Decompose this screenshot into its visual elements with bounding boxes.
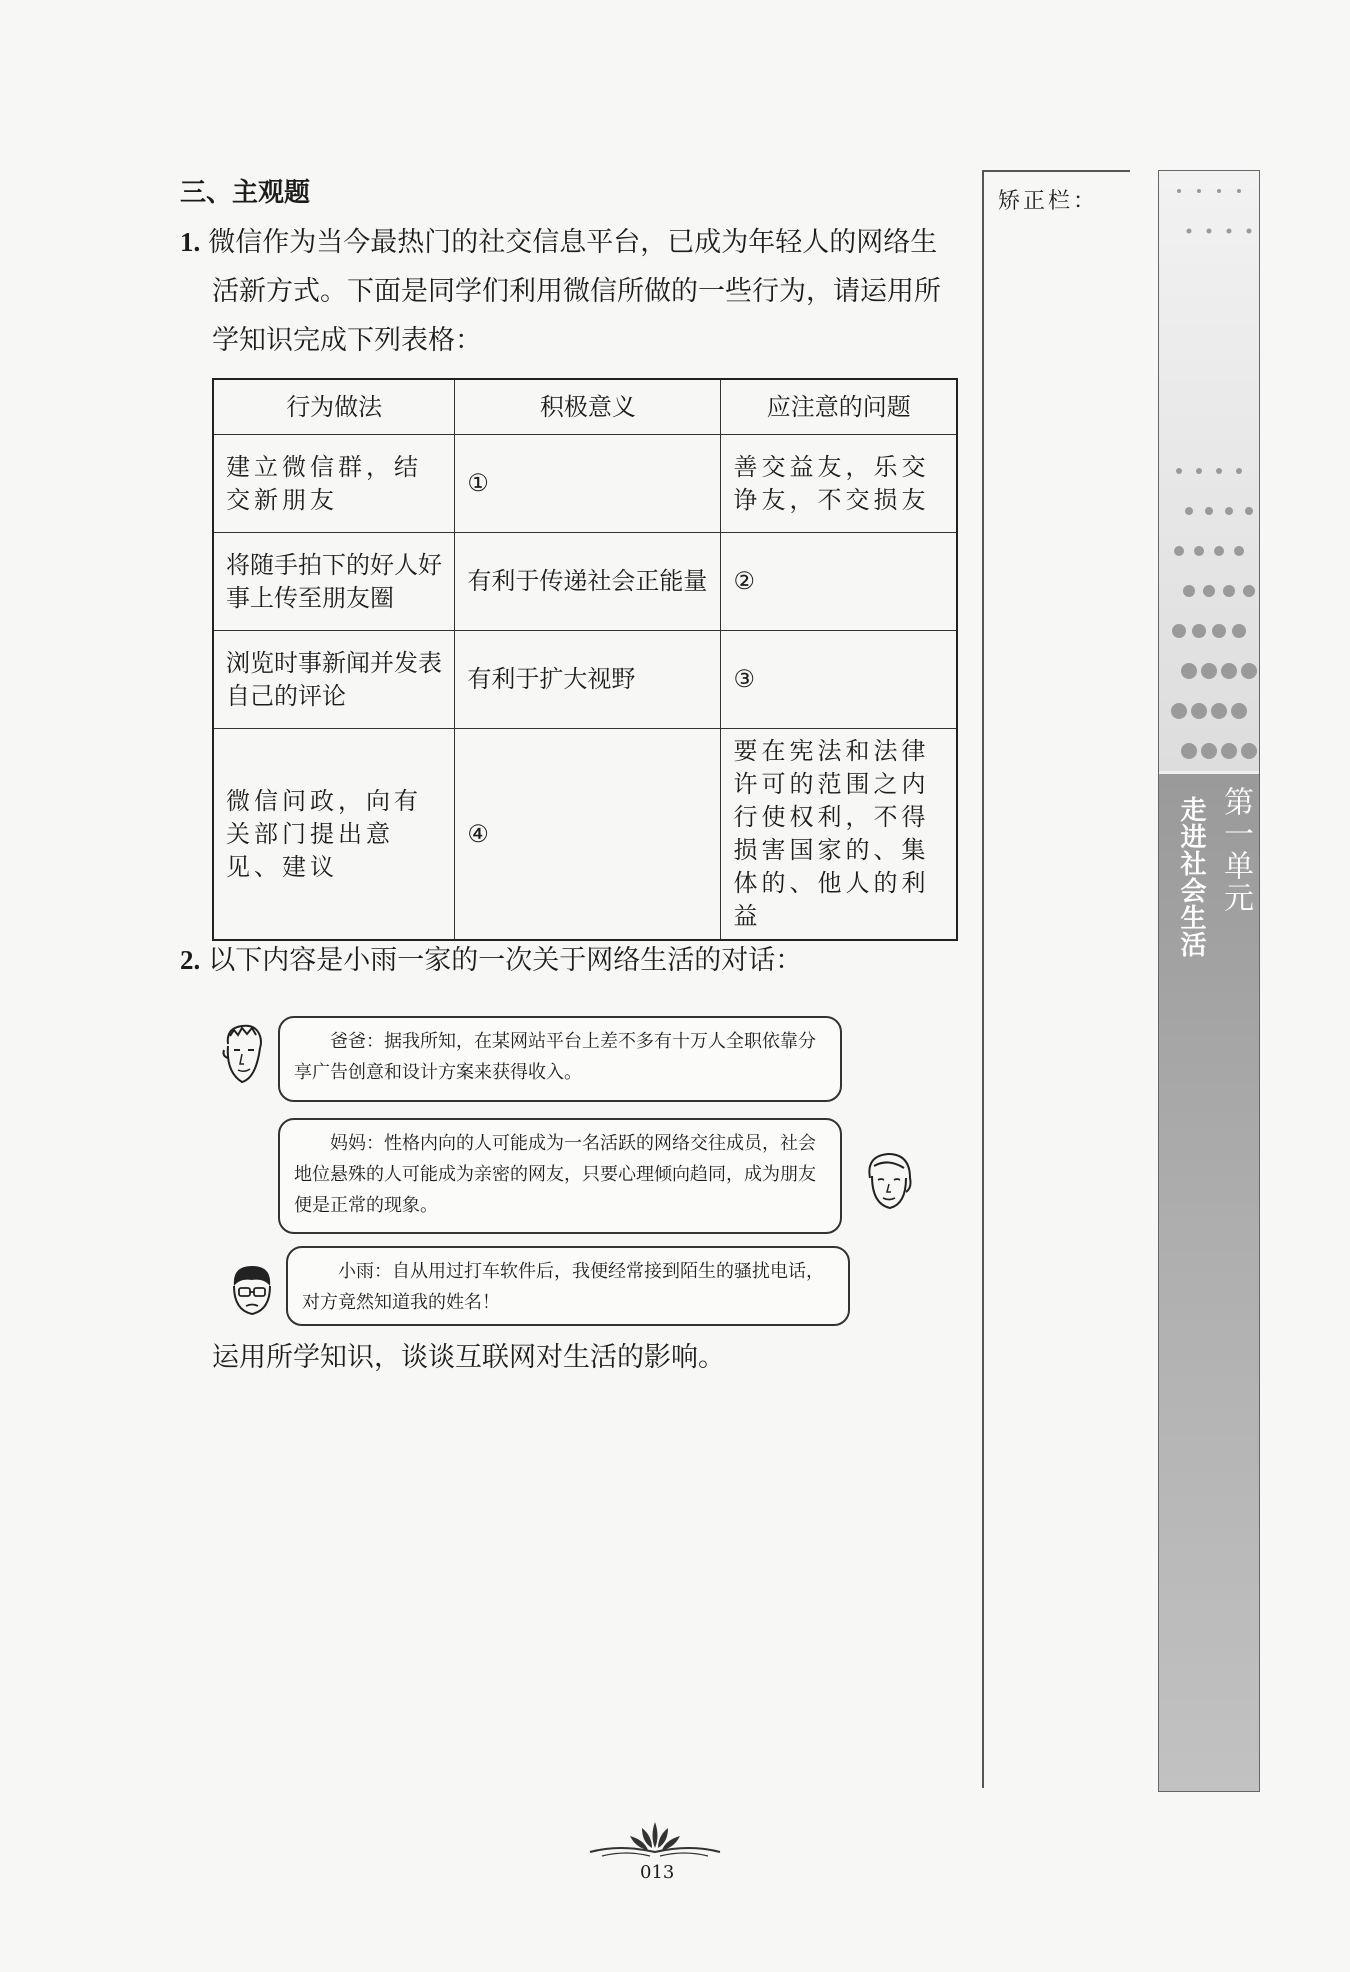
unit-number: 第一单元: [1218, 786, 1253, 914]
question-2: [180, 940, 802, 981]
table-cell: ③: [721, 631, 957, 729]
table-cell: ①: [455, 435, 721, 533]
dialogue-text: 据我所知，在某网站平台上差不多有十万人全职依靠分享广告创意和设计方案来获得收入。: [294, 1031, 816, 1083]
table-row: [213, 631, 957, 729]
dialogue-bubble-xiaoyu: 小雨：自从用过打车软件后，我便经常接到陌生的骚扰电话，对方竟然知道我的姓名！: [286, 1246, 850, 1326]
dialogue-text: 自从用过打车软件后，我便经常接到陌生的骚扰电话，对方竟然知道我的姓名！: [302, 1261, 824, 1313]
dialogue-bubble-mom: 妈妈：性格内向的人可能成为一名活跃的网络交往成员，社会地位悬殊的人可能成为亲密的网友，只要心理倾向趋同，成为朋友便是正常的现象。: [278, 1118, 842, 1234]
question-text-line: 学知识完成下列表格：: [212, 325, 482, 356]
floral-ornament-icon: [580, 1818, 730, 1862]
table-cell: 有利于扩大视野: [455, 631, 721, 729]
question-text: 以下内容是小雨一家的一次关于网络生活的对话：: [208, 945, 803, 976]
table-row: [213, 533, 957, 631]
table-cell: ②: [721, 533, 957, 631]
dialogue-text: 性格内向的人可能成为一名活跃的网络交往成员，社会地位悬殊的人可能成为亲密的网友，只要心理倾向趋同，成为朋友便是正常的现象。: [294, 1133, 816, 1216]
unit-side-tab: [1158, 170, 1260, 1792]
mom-face-icon: [860, 1148, 918, 1218]
halftone-pattern: [1159, 171, 1259, 771]
dad-face-icon: [220, 1022, 268, 1090]
table-row: [213, 435, 957, 533]
question-1: [180, 218, 960, 365]
table-header: 应注意的问题: [721, 379, 957, 435]
correction-column-divider: [982, 170, 984, 1788]
table-cell: 建立微信群，结交新朋友: [213, 435, 455, 533]
correction-column-top-rule: [982, 170, 1130, 172]
unit-title: 走进社会生活: [1176, 796, 1206, 958]
table-cell: ④: [455, 729, 721, 941]
correction-label: 矫正栏：: [998, 189, 1099, 214]
xiaoyu-face-icon: [228, 1262, 276, 1318]
table-cell: 要在宪法和法律许可的范围之内行使权利，不得损害国家的、集体的、他人的利益: [721, 729, 957, 941]
question-text-line: 微信作为当今最热门的社交信息平台，已成为年轻人的网络生: [208, 227, 938, 258]
speaker-label: 爸爸: [330, 1031, 366, 1052]
speaker-label: 妈妈: [330, 1133, 366, 1154]
table-row: [213, 729, 957, 941]
page-number: 013: [640, 1862, 675, 1883]
question-number: 1.: [180, 227, 201, 257]
table-header: 积极意义: [455, 379, 721, 435]
closing-prompt: 运用所学知识，谈谈互联网对生活的影响。: [212, 1342, 725, 1373]
unit-label-box: [1159, 771, 1259, 1792]
dialogue-bubble-dad: 爸爸：据我所知，在某网站平台上差不多有十万人全职依靠分享广告创意和设计方案来获得收入。: [278, 1016, 842, 1102]
table-cell: 有利于传递社会正能量: [455, 533, 721, 631]
section-title: 三、主观题: [180, 178, 311, 208]
question-text-line: 活新方式。下面是同学们利用微信所做的一些行为，请运用所: [212, 276, 941, 307]
table-cell: 浏览时事新闻并发表自己的评论: [213, 631, 455, 729]
behavior-table: [212, 378, 958, 941]
table-header: 行为做法: [213, 379, 455, 435]
question-number: 2.: [180, 945, 201, 975]
table-cell: 将随手拍下的好人好事上传至朋友圈: [213, 533, 455, 631]
table-cell: 善交益友，乐交诤友，不交损友: [721, 435, 957, 533]
speaker-label: 小雨: [338, 1261, 374, 1282]
table-cell: 微信问政，向有关部门提出意见、建议: [213, 729, 455, 941]
